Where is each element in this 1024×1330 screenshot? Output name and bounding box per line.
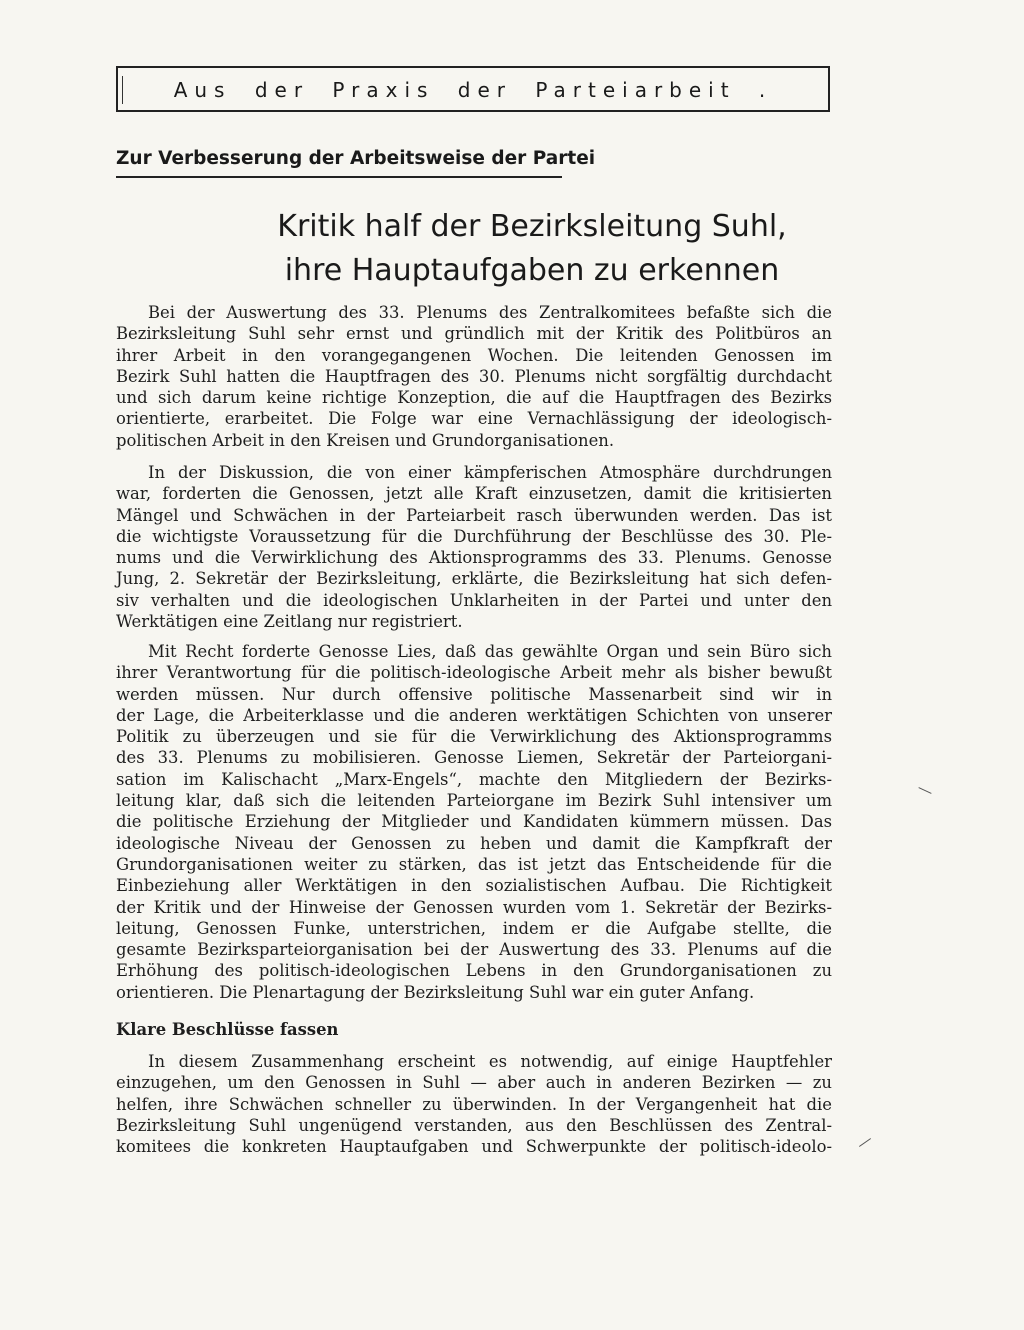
text-line: In diesem Zusammenhang erscheint es notwendig, auf einige Hauptfehler: [148, 1052, 832, 1071]
text-line: siv verhalten und die ideologischen Unklarheiten in der Partei und unter den: [116, 590, 832, 610]
text-line: orientierte, erarbeitet. Die Folge war eine Vernachlässigung der ideologisch-: [116, 409, 832, 429]
text-line: gesamte Bezirksparteiorganisation bei der Auswertung des 33. Plenums auf die: [116, 940, 832, 960]
text-line: des 33. Plenums zu mobilisieren. Genosse Liemen, Sekretär der Parteiorgani-: [116, 748, 832, 768]
paragraph-4: [116, 1051, 832, 1157]
text-line: orientieren. Die Plenartagung der Bezirksleitung Suhl war ein guter Anfang.: [116, 982, 755, 1002]
text-line: der Kritik und der Hinweise der Genossen wurden vom 1. Sekretär der Bezirks-: [116, 897, 832, 917]
paragraph-1: [116, 302, 832, 451]
text-line: leitung klar, daß sich die leitenden Parteiorgane im Bezirk Suhl intensiver um: [116, 791, 832, 811]
text-line: Mängel und Schwächen in der Parteiarbeit rasch überwunden werden. Das ist: [116, 505, 832, 525]
text-line: Bezirksleitung Suhl ungenügend verstanden, aus den Beschlüssen des Zentral-: [116, 1115, 832, 1135]
text-line: In der Diskussion, die von einer kämpferischen Atmosphäre durchdrungen: [148, 463, 832, 482]
text-line: Erhöhung des politisch-ideologischen Lebens in den Grundorganisationen zu: [116, 961, 832, 981]
text-line: ihrer Arbeit in den vorangegangenen Wochen. Die leitenden Genossen im: [116, 345, 832, 365]
text-line: komitees die konkreten Hauptaufgaben und Schwerpunkte der politisch-ideolo-: [116, 1137, 832, 1157]
text-line: nums und die Verwirklichung des Aktionsprogramms des 33. Plenums. Genosse: [116, 548, 832, 568]
margin-mark: [918, 787, 931, 794]
text-line: politischen Arbeit in den Kreisen und Grundorganisationen.: [116, 430, 615, 450]
section-title: Zur Verbesserung der Arbeitsweise der Partei: [116, 148, 596, 169]
text-line: Politik zu überzeugen und sie für die Verwirklichung des Aktionsprogramms: [116, 727, 832, 747]
text-line: und sich darum keine richtige Konzeption, die auf die Hauptfragen des Bezirks: [116, 388, 832, 408]
article-headline: [0, 205, 1024, 293]
text-line: leitung, Genossen Funke, unterstrichen, indem er die Aufgabe stellte, die: [116, 918, 832, 938]
text-line: Jung, 2. Sekretär der Bezirksleitung, erklärte, die Bezirksleitung hat sich defen-: [116, 569, 832, 589]
text-line: Grundorganisationen weiter zu stärken, das ist jetzt das Entscheidende für die: [116, 854, 832, 874]
text-line: die wichtigste Voraussetzung für die Durchführung der Beschlüsse des 30. Ple-: [116, 526, 832, 546]
running-header-box: [116, 66, 830, 112]
text-line: einzugehen, um den Genossen in Suhl — aber auch in anderen Bezirken — zu: [116, 1073, 832, 1093]
text-line: sation im Kalischacht „Marx-Engels“, machte den Mitgliedern der Bezirks-: [116, 769, 832, 789]
text-line: Werktätigen eine Zeitlang nur registriert.: [116, 612, 463, 632]
text-line: Bei der Auswertung des 33. Plenums des Zentralkomitees befaßte sich die: [148, 303, 832, 322]
text-line: Einbeziehung aller Werktätigen in den sozialistischen Aufbau. Die Richtigkeit: [116, 876, 832, 896]
text-line: helfen, ihre Schwächen schneller zu überwinden. In der Vergangenheit hat die: [116, 1094, 832, 1114]
section-title-underline: [116, 176, 562, 178]
subheading: Klare Beschlüsse fassen: [116, 1020, 339, 1039]
headline-line-2: ihre Hauptaufgaben zu erkennen: [284, 253, 780, 288]
paragraph-3: [116, 641, 832, 1003]
text-line: ideologische Niveau der Genossen zu heben und damit die Kampfkraft der: [116, 833, 832, 853]
text-line: Bezirksleitung Suhl sehr ernst und gründlich mit der Kritik des Politbüros an: [116, 324, 832, 344]
running-header: Aus der Praxis der Parteiarbeit .: [173, 78, 773, 102]
text-line: werden müssen. Nur durch offensive politische Massenarbeit sind wir in: [116, 684, 832, 704]
text-line: der Lage, die Arbeiterklasse und die anderen werktätigen Schichten von unserer: [116, 705, 832, 725]
text-line: Bezirk Suhl hatten die Hauptfragen des 30. Plenums nicht sorgfältig durchdacht: [116, 366, 832, 386]
margin-mark: [859, 1138, 871, 1147]
text-line: Mit Recht forderte Genosse Lies, daß das gewählte Organ und sein Büro sich: [148, 642, 832, 661]
paragraph-2: [116, 462, 832, 632]
text-line: ihrer Verantwortung für die politisch-ideologische Arbeit mehr als bisher bewußt: [116, 663, 832, 683]
text-line: die politische Erziehung der Mitglieder und Kandidaten kümmern müssen. Das: [116, 812, 832, 832]
headline-line-1: Kritik half der Bezirksleitung Suhl,: [277, 209, 787, 244]
text-line: war, forderten die Genossen, jetzt alle Kraft einzusetzen, damit die kritisierten: [116, 484, 832, 504]
